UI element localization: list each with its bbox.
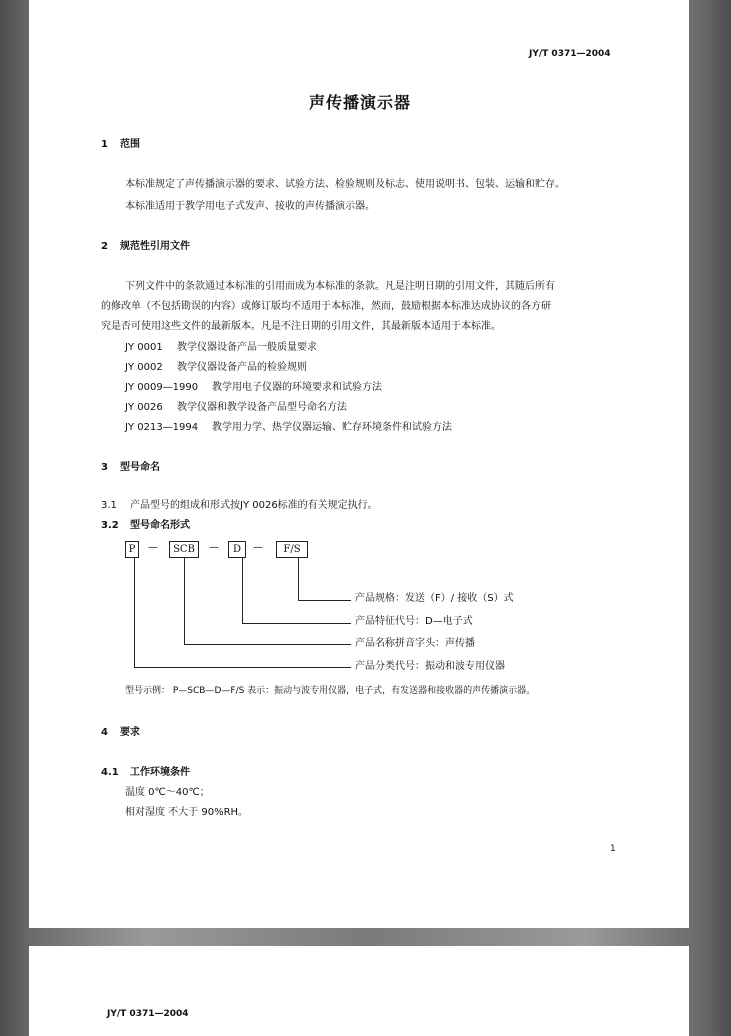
reference-code: JY 0001 bbox=[125, 342, 163, 353]
code-separator: — bbox=[209, 542, 219, 553]
connector-line bbox=[242, 623, 351, 624]
reference-name: 教学用力学、热学仪器运输、贮存环境条件和试验方法 bbox=[212, 422, 452, 433]
section-1-heading: 范围 bbox=[120, 139, 140, 150]
section-3-heading: 型号命名 bbox=[120, 462, 160, 473]
section-4-number: 4 bbox=[101, 727, 108, 738]
section-3-2-number: 3.2 bbox=[101, 520, 119, 531]
page-number: 1 bbox=[610, 844, 616, 854]
reference-name: 教学用电子仪器的环境要求和试验方法 bbox=[212, 382, 382, 393]
section-3-number: 3 bbox=[101, 462, 108, 473]
connector-line bbox=[184, 644, 351, 645]
humidity-condition: 相对湿度 不大于 90%RH。 bbox=[125, 807, 249, 818]
section-3-1-number: 3.1 bbox=[101, 500, 117, 511]
reference-name: 教学仪器设备产品的检验规则 bbox=[177, 362, 307, 373]
connector-line bbox=[242, 558, 243, 624]
document-page-1 bbox=[29, 0, 689, 928]
section-4-1-number: 4.1 bbox=[101, 767, 119, 778]
code-label-feature: 产品特征代号：D—电子式 bbox=[355, 616, 473, 627]
document-page-2 bbox=[29, 946, 689, 1036]
reference-code: JY 0213—1994 bbox=[125, 422, 199, 433]
connector-line bbox=[184, 558, 185, 645]
code-separator: — bbox=[253, 542, 263, 553]
section-4-heading: 要求 bbox=[120, 727, 140, 738]
code-separator: — bbox=[148, 542, 158, 553]
section-3-2-heading: 型号命名形式 bbox=[130, 520, 190, 531]
temperature-condition: 温度 0℃～40℃； bbox=[125, 787, 210, 798]
code-box-classification: P bbox=[125, 541, 139, 558]
document-title: 声传播演示器 bbox=[309, 93, 412, 112]
section-3-1-text: 产品型号的组成和形式按JY 0026标准的有关规定执行。 bbox=[130, 500, 378, 511]
model-example: 型号示例： P—SCB—D—F/S 表示：振动与波专用仪器，电子式，有发送器和接收器的声传播演示器。 bbox=[125, 686, 536, 696]
section-4-1-heading: 工作环境条件 bbox=[130, 767, 190, 778]
header-doc-code: JY/T 0371—2004 bbox=[529, 49, 611, 59]
connector-line bbox=[298, 558, 299, 601]
section-2-heading: 规范性引用文件 bbox=[120, 241, 190, 252]
code-box-specification: F/S bbox=[276, 541, 308, 558]
reference-code: JY 0009—1990 bbox=[125, 382, 199, 393]
connector-line bbox=[134, 558, 135, 668]
code-label-product-name: 产品名称拼音字头：声传播 bbox=[355, 638, 475, 649]
section-2-number: 2 bbox=[101, 241, 108, 252]
code-box-feature: D bbox=[228, 541, 246, 558]
section-2-paragraph-line: 究是否可使用这些文件的最新版本。凡是不注日期的引用文件，其最新版本适用于本标准。 bbox=[101, 321, 501, 332]
code-box-product-name: SCB bbox=[169, 541, 199, 558]
reference-code: JY 0026 bbox=[125, 402, 163, 413]
section-1-paragraph-1: 本标准规定了声传播演示器的要求、试验方法、检验规则及标志、使用说明书、包装、运输和贮存。 bbox=[125, 179, 565, 190]
reference-name: 教学仪器和教学设备产品型号命名方法 bbox=[177, 402, 347, 413]
connector-line bbox=[298, 600, 351, 601]
section-1-paragraph-2: 本标准适用于教学用电子式发声、接收的声传播演示器。 bbox=[125, 201, 375, 212]
reference-code: JY 0002 bbox=[125, 362, 163, 373]
section-2-paragraph-line: 下列文件中的条款通过本标准的引用而成为本标准的条款。凡是注明日期的引用文件，其随后所有 bbox=[125, 281, 555, 292]
section-1-number: 1 bbox=[101, 139, 108, 150]
code-label-specification: 产品规格：发送（F）/ 接收（S）式 bbox=[355, 593, 514, 604]
reference-name: 教学仪器设备产品一般质量要求 bbox=[177, 342, 317, 353]
code-label-classification: 产品分类代号：振动和波专用仪器 bbox=[355, 661, 505, 672]
section-2-paragraph-line: 的修改单（不包括勘误的内容）或修订版均不适用于本标准，然而，鼓励根据本标准达成协议的各方研 bbox=[101, 301, 551, 312]
page-2-header-doc-code: JY/T 0371—2004 bbox=[107, 1009, 189, 1019]
connector-line bbox=[134, 667, 351, 668]
